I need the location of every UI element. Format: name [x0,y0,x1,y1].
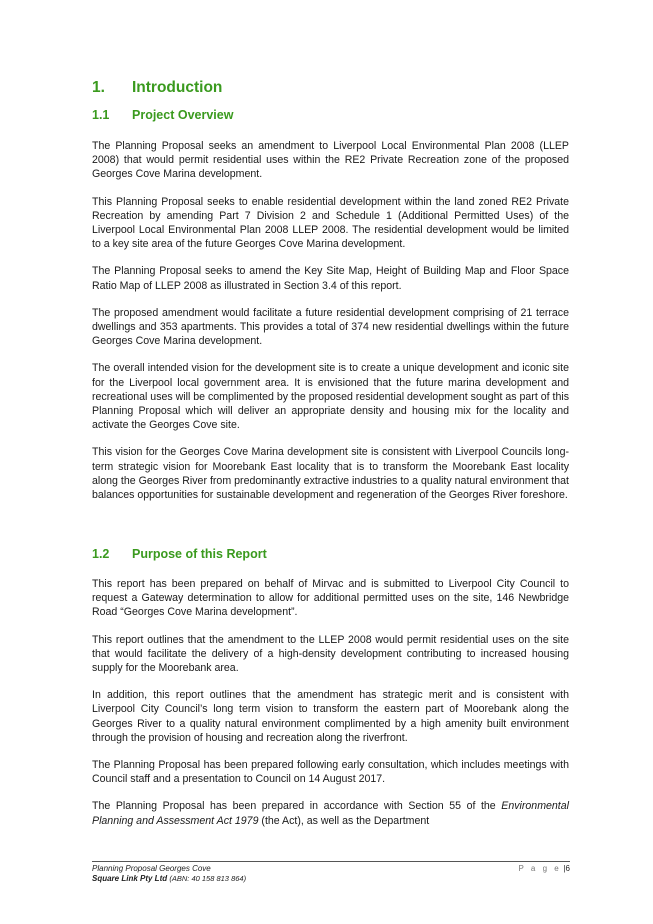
paragraph: This report outlines that the amendment to the LLEP 2008 would permit residential uses on the site that would facilitate the delivery of a high-density development contributing to increased housing supply for the Moorebank area. [92,633,569,675]
paragraph: In addition, this report outlines that the amendment has strategic merit and is consistent with Liverpool City Council’s long term vision to transform the eastern part of Moorebank along the Georges River to a quality natural environment complimented by a high amenity built environment through the provision of housing and recreation along the riverfront. [92,689,569,744]
text-run: The Planning Proposal has been prepared in accordance with Section 55 of the [92,800,502,813]
section-purpose-of-report [92,547,569,841]
paragraph: The proposed amendment would facilitate a future residential development comprising of 21 terrace dwellings and 353 apartments. This provides a total of 374 new residential dwellings within the future Georges Cove Marina development. [92,306,569,348]
footer-company: Square Link Pty Ltd [92,874,168,883]
paragraph: The Planning Proposal has been prepared following early consultation, which includes meetings with Council staff and a presentation to Council on 14 August 2017. [92,759,569,786]
footer-document-info [92,864,246,884]
subheading-number: 1.2 [92,547,110,561]
page-separator: | [563,864,566,873]
paragraph: This Planning Proposal seeks to enable residential development within the land zoned RE2 Private Recreation by amending Part 7 Division 2 and Schedule 1 (Additional Permitted Uses) of the Liverpool Local Environmental Plan 2008 LLEP 2008. The residential development would be limited to a key site area of the future Georges Cove Marina development. [92,195,569,251]
paragraph: This report has been prepared on behalf of Mirvac and is submitted to Liverpool City Council to request a Gateway determination to allow for additional permitted uses on the site, 146 Newbridge Road “Georges Cove Marina development”. [92,578,569,619]
heading-number: 1. [92,79,105,96]
paragraph: The overall intended vision for the development site is to create a unique development and iconic site for the Liverpool local government area. It is envisioned that the future marina development and recreational uses will be complimented by the proposed residential development sought as part of this Planning Proposal which will deliver an appropriate density and housing mix for the locality and activate the Georges Cove site. [92,362,569,432]
paragraph-act-reference [92,799,569,827]
page-label: P a g e [518,864,562,873]
act-title: Environmental Planning and Assessment Act 1979 [92,800,569,827]
paragraph: The Planning Proposal seeks to amend the Key Site Map, Height of Building Map and Floor Space Ratio Map of LLEP 2008 as illustrated in Section 3.4 of this report. [92,265,569,292]
footer-divider [92,861,570,862]
paragraph: This vision for the Georges Cove Marina development site is consistent with Liverpool Councils long-term strategic vision for Moorebank East locality that is to transform the Moorebank East locality along the Georges River from predominantly extractive industries to a quality natural environment that balances opportunities for sustainable development and regeneration of the Georges River foreshore. [92,446,569,502]
subheading-title: Purpose of this Report [132,547,267,561]
footer-abn: (ABN: 40 158 813 864) [169,874,247,883]
subheading-purpose [92,547,569,561]
text-run: (the Act), as well as the Department [258,814,430,827]
footer-page-number [519,864,570,874]
page-number: 6 [565,864,570,873]
subheading-title: Project Overview [132,108,234,122]
footer-document-title: Planning Proposal Georges Cove [92,864,211,873]
paragraph: The Planning Proposal seeks an amendment to Liverpool Local Environmental Plan 2008 (LLEP 2008) that would permit residential uses within the RE2 Private Recreation zone of the proposed Georges Cove Marina development. [92,140,569,181]
subheading-project-overview [92,108,569,122]
heading-introduction [92,79,222,97]
subheading-number: 1.1 [92,108,110,122]
section-project-overview [92,108,569,515]
heading-title: Introduction [132,79,223,96]
